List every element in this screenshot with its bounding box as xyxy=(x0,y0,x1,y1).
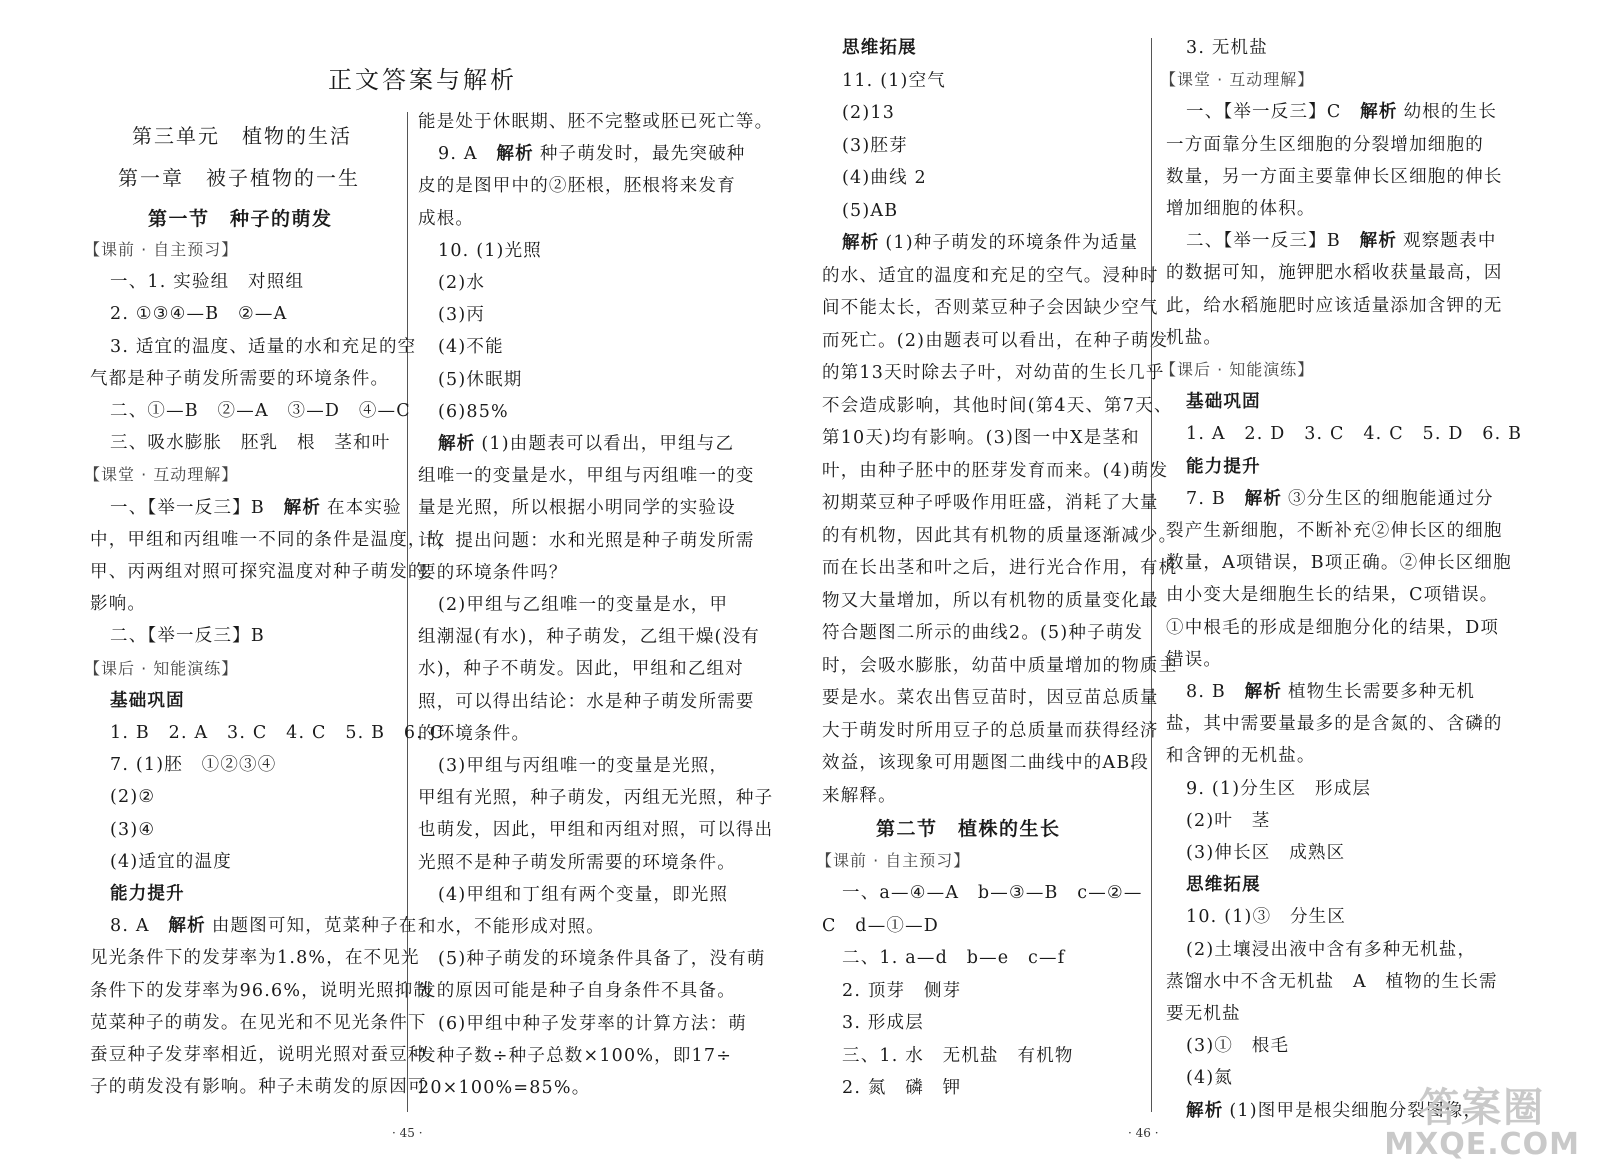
line-text: 子的萌发没有影响。种子未萌发的原因可 xyxy=(90,1077,427,1098)
text-line xyxy=(418,1080,590,1098)
analysis-label: 解析 xyxy=(1360,102,1398,123)
line-text: 的水、适宜的温度和充足的空气。浸种时 xyxy=(822,265,1159,286)
analysis-label: 解析 xyxy=(1244,488,1283,509)
section-heading: 第一节 种子的萌发 xyxy=(148,208,333,230)
line-text: C d—①—D xyxy=(822,915,940,936)
line-text: 此，给水稻施肥时应该适量添加含钾的无 xyxy=(1166,295,1503,316)
line-text: 影响。 xyxy=(90,594,147,615)
text-line xyxy=(418,500,736,518)
line-text: 符合题图二所示的曲线2。(5)种子萌发 xyxy=(822,623,1144,643)
watermark-logo xyxy=(1384,1084,1580,1162)
item-text: 一、a—④—A b—③—B c—②— xyxy=(842,883,1143,903)
page-number-45: · 45 · xyxy=(392,1126,423,1140)
item-text: 11. (1)空气 xyxy=(842,70,946,91)
analysis-label: 解析 xyxy=(496,144,534,165)
line-text: 苋菜种子的萌发。在见光和不见光条件下 xyxy=(90,1012,427,1033)
line-text: 物又大量增加，所以有机物的质量变化最 xyxy=(822,590,1159,611)
answer-line xyxy=(842,885,1143,903)
answer-line xyxy=(438,275,485,293)
item-text: (4)曲线 2 xyxy=(842,168,927,188)
answer-line xyxy=(438,307,485,325)
answer-line xyxy=(438,369,523,390)
item-text: (5)种子萌发的环境条件具备了，没有萌 xyxy=(438,949,766,970)
line-text: 幼根的生长 xyxy=(1403,102,1498,123)
subheading xyxy=(110,886,185,904)
text-line xyxy=(822,755,1149,773)
text-line xyxy=(822,460,1169,481)
subheading xyxy=(1186,877,1261,895)
line-text: 数量，另一方面主要靠伸长区细胞的伸长 xyxy=(1166,166,1503,187)
line-text: 要无机盐 xyxy=(1166,1004,1241,1024)
item-text: (2)土壤浸出液中含有多种无机盐， xyxy=(1186,939,1477,960)
text-line xyxy=(1166,295,1503,316)
item-text: 2. 氮 磷 钾 xyxy=(842,1078,962,1098)
line-text: 成根。 xyxy=(418,208,475,229)
line-text: 皮的是图甲中的②胚根，胚根将来发育 xyxy=(418,176,736,197)
item-text: 9. A xyxy=(438,144,478,165)
answer-line xyxy=(438,597,728,615)
item-text: 8. A xyxy=(110,916,150,937)
item-text: 二、【举一反三】B xyxy=(110,626,265,647)
item-text: 一、1. 实验组 对照组 xyxy=(110,272,305,293)
line-text: 盐，其中需要量最多的是含氮的、含磷的 xyxy=(1166,714,1503,735)
item-text: 2. ①③④—B ②—A xyxy=(110,304,288,325)
line-text: 叶，由种子胚中的胚芽发育而来。(4)萌发 xyxy=(822,460,1169,481)
text-line xyxy=(90,1012,427,1033)
line-text: 照，可以得出结论：水是种子萌发所需要 xyxy=(418,691,755,712)
watermark-site: MXQE.COM xyxy=(1384,1126,1580,1162)
line-text: 在本实验 xyxy=(327,497,402,518)
text-line xyxy=(822,655,1178,676)
text-line xyxy=(90,368,390,389)
subheading xyxy=(1186,394,1261,412)
item-text: (5)AB xyxy=(842,200,899,221)
line-text: 发的原因可能是种子自身条件不具备。 xyxy=(418,981,736,1002)
line-text: 观察题表中 xyxy=(1403,231,1497,252)
chapter-heading: 第一章 被子植物的一生 xyxy=(118,166,360,190)
line-text: 间不能太长，否则菜豆种子会因缺少空气 xyxy=(822,298,1159,318)
item-text: (4)氮 xyxy=(1186,1068,1234,1089)
line-text: 机盐。 xyxy=(1166,327,1223,348)
line-text: 种子萌发时，最先突破种 xyxy=(539,144,746,165)
item-text: (3)丙 xyxy=(438,305,486,326)
item-text: 二、【举一反三】B xyxy=(1186,231,1341,252)
item-text: 一、【举一反三】C xyxy=(1186,102,1342,123)
text-line xyxy=(822,430,1140,448)
answer-line xyxy=(842,980,962,1001)
tag-text: 【课堂 · 互动理解】 xyxy=(1160,70,1315,90)
line-text: 数量，A项错误，B项正确。②伸长区细胞 xyxy=(1166,553,1512,574)
answer-line xyxy=(842,70,946,91)
line-text: 计，提出问题：水和光照是种子萌发所需 xyxy=(418,530,755,551)
text-line xyxy=(822,265,1159,286)
item-text: 3. 形成层 xyxy=(842,1013,924,1033)
line-text: 错误。 xyxy=(1166,649,1223,670)
line-text: 增加细胞的体积。 xyxy=(1166,199,1316,219)
line-text: 要的环境条件吗？ xyxy=(418,562,568,583)
line-text: 能是处于休眠期、胚不完整或胚已死亡等。 xyxy=(418,112,774,132)
line-text: 条件下的发芽率为96.6%，说明光照抑制 xyxy=(90,980,433,1001)
line-text: 气都是种子萌发所需要的环境条件。 xyxy=(90,368,390,389)
text-line xyxy=(1166,587,1499,605)
item-text: (4)甲组和丁组有两个变量，即光照 xyxy=(438,884,729,905)
heading-text: 基础巩固 xyxy=(110,690,185,711)
text-line xyxy=(1166,971,1498,992)
answer-line xyxy=(842,170,927,188)
item-text: 7. B xyxy=(1186,488,1226,509)
answer-line xyxy=(1186,426,1522,444)
answer-line xyxy=(842,235,1138,253)
answer-line xyxy=(110,336,417,357)
text-line xyxy=(90,1079,427,1097)
text-line xyxy=(418,790,773,808)
text-line xyxy=(822,395,1173,416)
text-line xyxy=(418,114,773,132)
line-text: 来解释。 xyxy=(822,785,897,806)
text-line xyxy=(1166,716,1503,734)
analysis-label: 解析 xyxy=(1359,231,1398,252)
line-text: (1)种子萌发的环境条件为适量 xyxy=(885,233,1139,253)
item-text: 2. 顶芽 侧芽 xyxy=(842,980,962,1001)
text-line xyxy=(418,178,736,196)
line-text: 由小变大是细胞生长的结果，C项错误。 xyxy=(1166,585,1499,606)
answer-line xyxy=(1186,233,1497,251)
answer-line xyxy=(110,725,444,743)
line-text: 也萌发，因此，甲组和丙组对照，可以得出 xyxy=(418,820,774,841)
answer-line xyxy=(110,274,304,292)
item-text: (3)胚芽 xyxy=(842,135,908,156)
line-text: 初期菜豆种子呼吸作用旺盛，消耗了大量 xyxy=(822,493,1159,513)
line-text: 发种子数÷种子总数×100%，即17÷ xyxy=(418,1045,733,1066)
section-tag xyxy=(1160,72,1314,88)
line-text: 和水，不能形成对照。 xyxy=(418,917,605,937)
item-text: 3. 适宜的温度、适量的水和充足的空 xyxy=(110,336,417,357)
section-tag xyxy=(1160,362,1314,378)
heading-text: 第二节 植株的生长 xyxy=(876,818,1061,840)
line-text: 由题图可知，苋菜种子在 xyxy=(211,916,418,937)
text-line xyxy=(1166,327,1223,348)
answer-line xyxy=(1186,488,1494,509)
item-text: 二、1. a—d b—e c—f xyxy=(842,948,1066,968)
answer-line xyxy=(110,628,265,646)
text-line xyxy=(418,852,736,873)
item-text: (2)甲组与乙组唯一的变量是水，甲 xyxy=(438,595,729,615)
text-line xyxy=(1166,166,1503,187)
text-line xyxy=(90,596,146,614)
text-line xyxy=(418,562,568,583)
line-text: 的第13天时除去子叶，对幼苗的生长几乎 xyxy=(822,363,1165,383)
answer-line xyxy=(842,950,1065,968)
tag-text: 【课后 · 知能演练】 xyxy=(1160,360,1315,379)
text-line xyxy=(90,980,433,1001)
line-text: 蚕豆种子发芽率相近，说明光照对蚕豆种 xyxy=(90,1045,427,1065)
item-text: (2)叶 茎 xyxy=(1186,810,1271,831)
line-text: 和含钾的无机盐。 xyxy=(1166,746,1316,767)
item-text: 8. B xyxy=(1186,682,1226,702)
subheading xyxy=(1186,456,1261,477)
text-line xyxy=(90,1047,427,1065)
text-line xyxy=(822,785,897,806)
text-line xyxy=(822,915,940,936)
line-text: 组潮湿(有水)，种子萌发，乙组干燥(没有 xyxy=(418,627,760,648)
answer-line xyxy=(842,1045,1074,1066)
text-line xyxy=(822,560,1177,578)
text-line xyxy=(418,691,755,712)
heading-text: 思维拓展 xyxy=(842,38,917,58)
analysis-label: 解析 xyxy=(438,434,476,454)
line-text: 量是光照，所以根据小明同学的实验设 xyxy=(418,498,736,519)
text-line xyxy=(822,625,1143,643)
answer-line xyxy=(1186,845,1345,863)
line-text: 见光条件下的发芽率为1.8%，在不见光 xyxy=(90,948,420,969)
line-text: 而死亡。(2)由题表可以看出，在种子萌发 xyxy=(822,330,1169,351)
heading-text: 能力提升 xyxy=(1186,456,1261,477)
text-line xyxy=(418,530,755,551)
tag-text: 【课前 · 自主预习】 xyxy=(816,850,971,870)
item-text: (3)① 根毛 xyxy=(1186,1036,1290,1057)
item-text: (3)甲组与丙组唯一的变量是光照， xyxy=(438,756,729,776)
item-text: 三、1. 水 无机盐 有机物 xyxy=(842,1045,1074,1066)
analysis-label: 解析 xyxy=(842,233,880,253)
text-line xyxy=(822,330,1169,351)
item-text: 10. (1)③ 分生区 xyxy=(1186,907,1347,928)
answer-line xyxy=(110,918,418,936)
answer-line xyxy=(1186,810,1271,831)
text-line xyxy=(418,629,760,647)
answer-line xyxy=(110,497,402,518)
item-text: 一、【举一反三】B xyxy=(110,497,265,518)
text-line xyxy=(1166,265,1503,283)
item-text: (2)13 xyxy=(842,103,896,123)
text-line xyxy=(90,950,420,968)
text-line xyxy=(90,564,427,582)
line-text: 水)，种子不萌发。因此，甲组和乙组对 xyxy=(418,659,744,680)
text-line xyxy=(822,720,1159,741)
item-text: 1. A 2. D 3. C 4. C 5. D 6. B xyxy=(1186,424,1523,445)
item-text: 7. (1)胚 ①②③④ xyxy=(110,755,277,776)
analysis-label: 解析 xyxy=(1244,682,1283,702)
text-line xyxy=(418,468,755,486)
answer-line xyxy=(1186,1038,1289,1056)
heading-text: 思维拓展 xyxy=(1186,875,1261,896)
section-tag xyxy=(84,467,238,483)
line-text: 中，甲组和丙组唯一不同的条件是温度，故 xyxy=(90,529,446,550)
text-line xyxy=(822,300,1159,318)
text-line xyxy=(1166,649,1223,670)
analysis-label: 解析 xyxy=(1186,1100,1224,1121)
item-text: (6)甲组中种子发芽率的计算方法：萌 xyxy=(438,1013,747,1034)
line-text: ③分生区的细胞能通过分 xyxy=(1288,488,1494,509)
answer-line xyxy=(842,105,895,123)
answer-line xyxy=(842,1015,924,1033)
text-line xyxy=(822,365,1165,383)
text-line xyxy=(1166,201,1316,219)
line-text: ①中根毛的形成是细胞分化的结果，D项 xyxy=(1166,617,1500,638)
answer-line xyxy=(438,240,542,261)
answer-line xyxy=(1186,104,1497,122)
section-heading xyxy=(876,820,1061,839)
text-line xyxy=(418,919,605,937)
answer-line xyxy=(1186,939,1477,960)
item-text: (3)伸长区 成熟区 xyxy=(1186,843,1346,863)
answer-line xyxy=(438,339,504,357)
answer-line xyxy=(438,436,734,454)
answer-line xyxy=(1186,909,1346,927)
answer-line xyxy=(1186,40,1268,58)
item-text: (2)② xyxy=(110,787,156,808)
text-line xyxy=(418,822,773,840)
answer-line xyxy=(438,884,729,905)
answer-line xyxy=(438,1013,747,1034)
text-line xyxy=(1166,617,1500,638)
line-text: 要是水。菜农出售豆苗时，因豆苗总质量 xyxy=(822,688,1159,708)
answer-line xyxy=(1186,684,1475,702)
section-tag xyxy=(816,850,971,870)
line-text: 的数据可知，施钾肥水稻收获量最高，因 xyxy=(1166,263,1503,284)
text-line xyxy=(822,495,1159,513)
line-text: (1)由题表可以看出，甲组与乙 xyxy=(481,434,735,454)
item-text: (5)休眠期 xyxy=(438,369,523,390)
answer-line xyxy=(438,951,766,969)
watermark-brand: 答案圈 xyxy=(1419,1084,1546,1131)
item-text: (3)④ xyxy=(110,819,156,840)
answer-line xyxy=(842,1080,961,1098)
line-text: 一方面靠分生区细胞的分裂增加细胞的 xyxy=(1166,134,1484,155)
analysis-label: 解析 xyxy=(168,916,206,937)
text-line xyxy=(1166,555,1512,573)
line-text: 不会造成影响，其他时间(第4天、第7天、 xyxy=(822,395,1173,416)
tag-text: 【课后 · 知能演练】 xyxy=(84,658,239,678)
line-text: (1)图甲是根尖细胞分裂图像， xyxy=(1229,1100,1483,1121)
text-line xyxy=(418,983,736,1001)
text-line xyxy=(418,723,531,744)
answer-line xyxy=(110,789,155,807)
line-text: 组唯一的变量是水，甲组与丙组唯一的变 xyxy=(418,466,755,487)
line-text: 的有机物，因此其有机物的质量逐渐减少。 xyxy=(822,525,1178,546)
text-line xyxy=(1166,523,1503,541)
answer-line xyxy=(842,135,908,156)
item-text: 10. (1)光照 xyxy=(438,240,542,261)
item-text: 1. B 2. A 3. C 4. C 5. B 6. C xyxy=(110,723,445,743)
text-line xyxy=(822,525,1178,546)
item-text: 三、吸水膨胀 胚乳 根 茎和叶 xyxy=(110,433,391,454)
text-line xyxy=(90,529,446,550)
item-text: 9. (1)分生区 形成层 xyxy=(1186,778,1372,799)
subheading xyxy=(110,690,185,711)
answer-line xyxy=(1186,778,1372,799)
line-text: 的环境条件。 xyxy=(418,723,531,744)
text-line xyxy=(822,690,1159,708)
heading-text: 能力提升 xyxy=(110,884,185,904)
answer-line xyxy=(110,819,156,840)
text-line xyxy=(1166,134,1484,155)
heading-text: 基础巩固 xyxy=(1186,392,1261,413)
answer-line xyxy=(110,435,391,453)
section-tag xyxy=(84,658,239,678)
page-45-title: 正文答案与解析 xyxy=(328,66,517,94)
text-line xyxy=(418,661,744,679)
item-text: (2)水 xyxy=(438,273,486,293)
answer-line xyxy=(110,306,287,324)
answer-line xyxy=(110,403,411,421)
text-line xyxy=(1166,1006,1241,1024)
answer-line xyxy=(110,757,276,775)
line-text: 光照不是种子萌发所需要的环境条件。 xyxy=(418,852,736,873)
answer-line xyxy=(438,401,509,422)
text-line xyxy=(418,208,475,229)
subheading xyxy=(842,40,917,58)
unit-heading: 第三单元 植物的生活 xyxy=(132,124,352,148)
analysis-label: 解析 xyxy=(283,497,322,518)
text-line xyxy=(1166,748,1316,766)
item-text: (6)85% xyxy=(438,401,509,422)
answer-line xyxy=(842,200,899,221)
answer-line xyxy=(1186,1070,1233,1088)
line-text: 大于萌发时所用豆子的总质量而获得经济 xyxy=(822,720,1159,741)
answer-line xyxy=(438,758,728,776)
line-text: 裂产生新细胞，不断补充②伸长区的细胞 xyxy=(1166,521,1503,541)
item-text: (4)不能 xyxy=(438,337,504,358)
line-text: 20×100%=85%。 xyxy=(418,1078,591,1098)
line-text: 蒸馏水中不含无机盐 A 植物的生长需 xyxy=(1166,971,1498,992)
text-line xyxy=(418,1045,733,1066)
page-number-46: · 46 · xyxy=(1128,1126,1159,1140)
line-text: 而在长出茎和叶之后，进行光合作用，有机 xyxy=(822,558,1178,578)
tag-text: 【课堂 · 互动理解】 xyxy=(84,465,239,485)
line-text: 甲组有光照，种子萌发，丙组无光照，种子 xyxy=(418,788,774,809)
item-text: 3. 无机盐 xyxy=(1186,38,1268,58)
item-text: (4)适宜的温度 xyxy=(110,851,232,872)
section-tag xyxy=(84,242,238,258)
answer-line xyxy=(110,851,232,872)
answer-line xyxy=(438,146,746,164)
line-text: 植物生长需要多种无机 xyxy=(1288,682,1476,702)
text-line xyxy=(822,590,1159,611)
line-text: 甲、丙两组对照可探究温度对种子萌发的 xyxy=(90,562,427,582)
item-text: 二、①—B ②—A ③—D ④—C xyxy=(110,401,411,421)
line-text: 第10天)均有影响。(3)图一中X是茎和 xyxy=(822,428,1140,448)
line-text: 效益，该现象可用题图二曲线中的AB段 xyxy=(822,753,1150,773)
line-text: 时，会吸水膨胀，幼苗中质量增加的物质主 xyxy=(822,655,1178,676)
tag-text: 【课前 · 自主预习】 xyxy=(84,240,239,259)
